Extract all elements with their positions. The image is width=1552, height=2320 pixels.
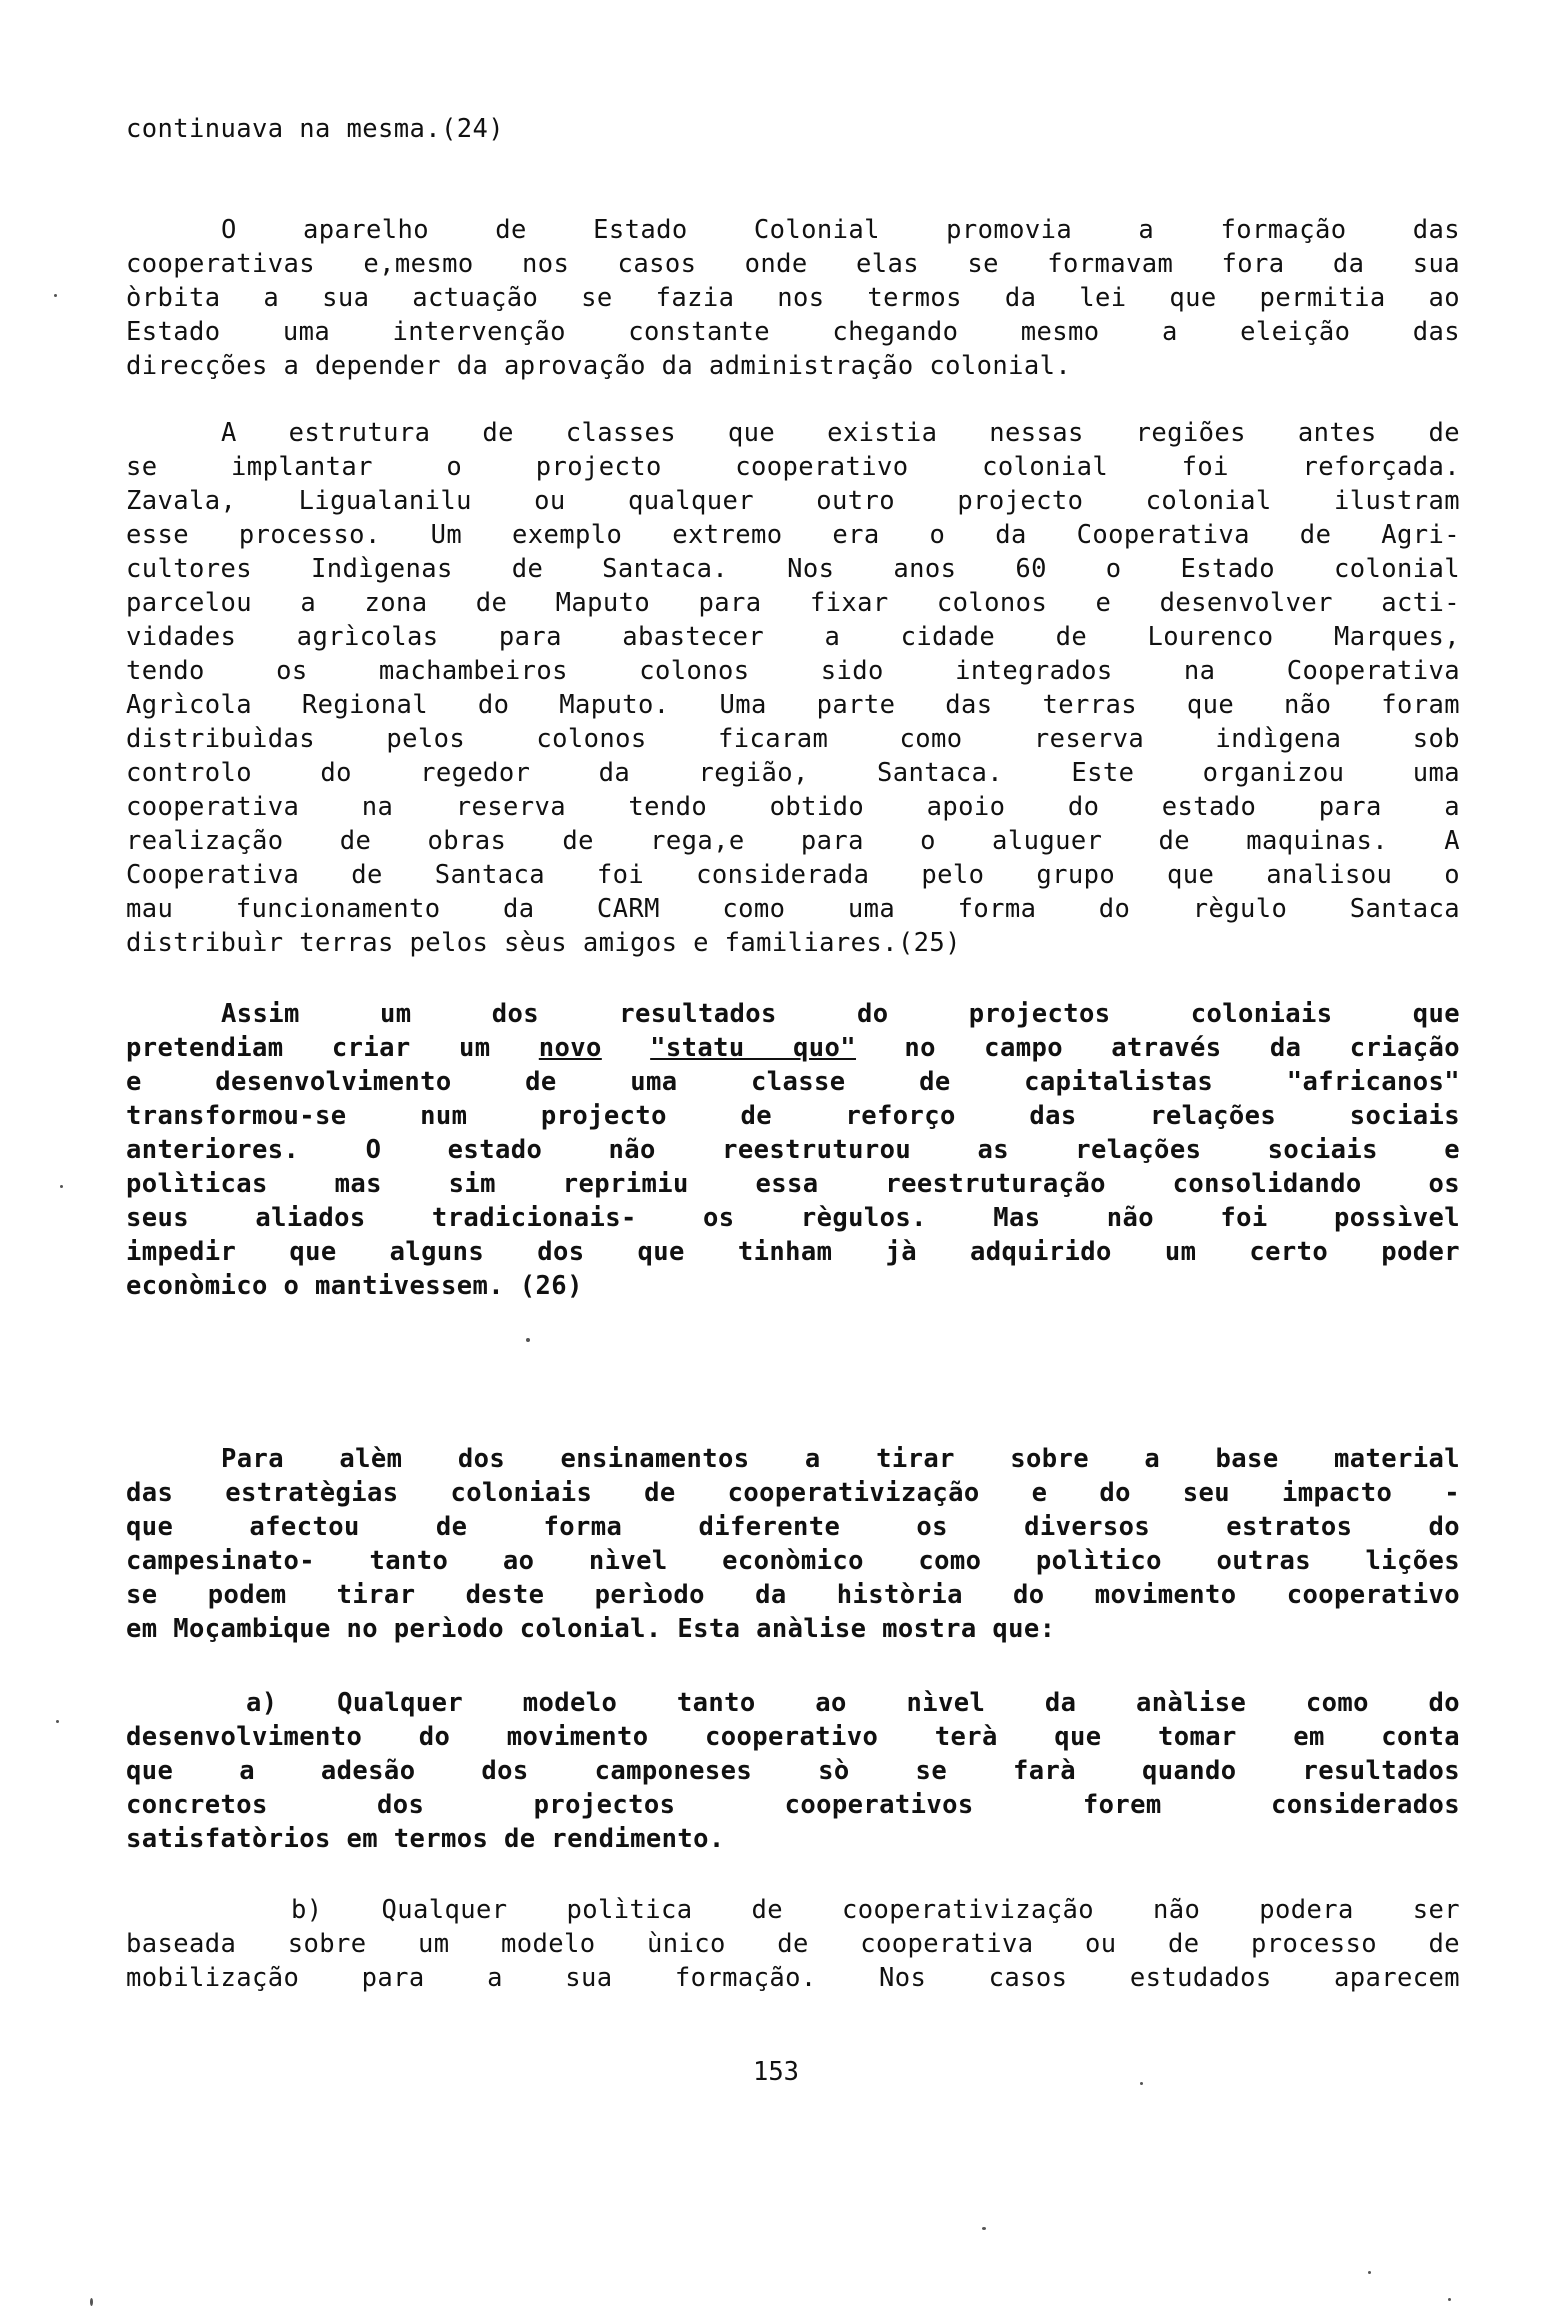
underlined-term: "statu quo"	[650, 1033, 857, 1063]
text-line: baseada sobre um modelo ùnico de cooperativa ou de processo de	[126, 1929, 1460, 1959]
text-line: a) Qualquer modelo tanto ao nìvel da anàlise como do	[246, 1688, 1460, 1718]
text-line: concretos dos projectos cooperativos forem considerados	[126, 1790, 1460, 1820]
text-line: parcelou a zona de Maputo para fixar colonos e desenvolver acti-	[126, 588, 1460, 618]
text-segment	[602, 1033, 650, 1063]
text-segment: no campo através da criação	[856, 1033, 1460, 1063]
text-line: realização de obras de rega,e para o aluguer de maquinas. A	[126, 826, 1460, 856]
text-line: se implantar o projecto cooperativo colonial foi reforçada.	[126, 452, 1460, 482]
text-line: òrbita a sua actuação se fazia nos termos da lei que permitia ao	[126, 283, 1460, 313]
text-line: Zavala, Ligualanilu ou qualquer outro projecto colonial ilustram	[126, 486, 1460, 516]
intro-line: continuava na mesma.(24)	[126, 114, 505, 144]
text-line: cultores Indìgenas de Santaca. Nos anos 60 o Estado colonial	[126, 554, 1460, 584]
text-line: A estrutura de classes que existia nessas regiões antes de	[221, 418, 1460, 448]
text-line: seus aliados tradicionais- os règulos. Mas não foi possìvel	[126, 1203, 1460, 1233]
text-line: esse processo. Um exemplo extremo era o da Cooperativa de Agri-	[126, 520, 1460, 550]
text-line: que afectou de forma diferente os diversos estratos do	[126, 1512, 1460, 1542]
text-line: cooperativa na reserva tendo obtido apoio do estado para a	[126, 792, 1460, 822]
text-line: tendo os machambeiros colonos sido integrados na Cooperativa	[126, 656, 1460, 686]
page-number: 153	[752, 2057, 800, 2087]
scan-speck	[1368, 2271, 1371, 2274]
text-line: Agrìcola Regional do Maputo. Uma parte das terras que não foram	[126, 690, 1460, 720]
text-line: anteriores. O estado não reestruturou as relações sociais e	[126, 1135, 1460, 1165]
text-line: e desenvolvimento de uma classe de capitalistas "africanos"	[126, 1067, 1460, 1097]
text-line: Para alèm dos ensinamentos a tirar sobre a base material	[221, 1444, 1460, 1474]
text-line: mobilização para a sua formação. Nos casos estudados aparecem	[126, 1963, 1460, 1993]
underlined-term: novo	[538, 1033, 602, 1063]
text-line: mau funcionamento da CARM como uma forma do règulo Santaca	[126, 894, 1460, 924]
text-line: se podem tirar deste perìodo da història do movimento cooperativo	[126, 1580, 1460, 1610]
text-line: polìticas mas sim reprimiu essa reestruturação consolidando os	[126, 1169, 1460, 1199]
text-line: satisfatòrios em termos de rendimento.	[126, 1824, 725, 1854]
text-line: distribuìdas pelos colonos ficaram como reserva indìgena sob	[126, 724, 1460, 754]
scan-speck	[1448, 2298, 1451, 2301]
scan-speck	[56, 1720, 59, 1723]
text-line-underlined	[126, 1031, 1460, 1065]
text-line: econòmico o mantivessem. (26)	[126, 1271, 583, 1301]
text-line: direcções a depender da aprovação da administração colonial.	[126, 351, 1072, 381]
text-line: cooperativas e,mesmo nos casos onde elas se formavam fora da sua	[126, 249, 1460, 279]
scan-speck	[90, 2298, 93, 2306]
text-line: vidades agrìcolas para abastecer a cidade de Lourenco Marques,	[126, 622, 1460, 652]
text-line: transformou-se num projecto de reforço das relações sociais	[126, 1101, 1460, 1131]
text-line: em Moçambique no perìodo colonial. Esta anàlise mostra que:	[126, 1614, 1056, 1644]
text-line: distribuìr terras pelos sèus amigos e familiares.(25)	[126, 928, 961, 958]
text-line: b) Qualquer polìtica de cooperativização não podera ser	[291, 1895, 1460, 1925]
scan-speck	[526, 1338, 530, 1342]
text-line: desenvolvimento do movimento cooperativo terà que tomar em conta	[126, 1722, 1460, 1752]
text-line: que a adesão dos camponeses sò se farà quando resultados	[126, 1756, 1460, 1786]
text-line: O aparelho de Estado Colonial promovia a formação das	[221, 215, 1460, 245]
text-line: Estado uma intervenção constante chegando mesmo a eleição das	[126, 317, 1460, 347]
text-line: Cooperativa de Santaca foi considerada pelo grupo que analisou o	[126, 860, 1460, 890]
text-line: campesinato- tanto ao nìvel econòmico como polìtico outras lições	[126, 1546, 1460, 1576]
text-line: impedir que alguns dos que tinham jà adquirido um certo poder	[126, 1237, 1460, 1267]
text-line: das estratègias coloniais de cooperativização e do seu impacto -	[126, 1478, 1460, 1508]
scan-speck	[1140, 2082, 1143, 2085]
text-segment: pretendiam criar um	[126, 1033, 539, 1063]
text-line: controlo do regedor da região, Santaca. Este organizou uma	[126, 758, 1460, 788]
scan-speck	[60, 1185, 63, 1188]
text-line: Assim um dos resultados do projectos coloniais que	[221, 999, 1460, 1029]
scan-speck	[54, 294, 57, 297]
scan-speck	[982, 2227, 986, 2230]
